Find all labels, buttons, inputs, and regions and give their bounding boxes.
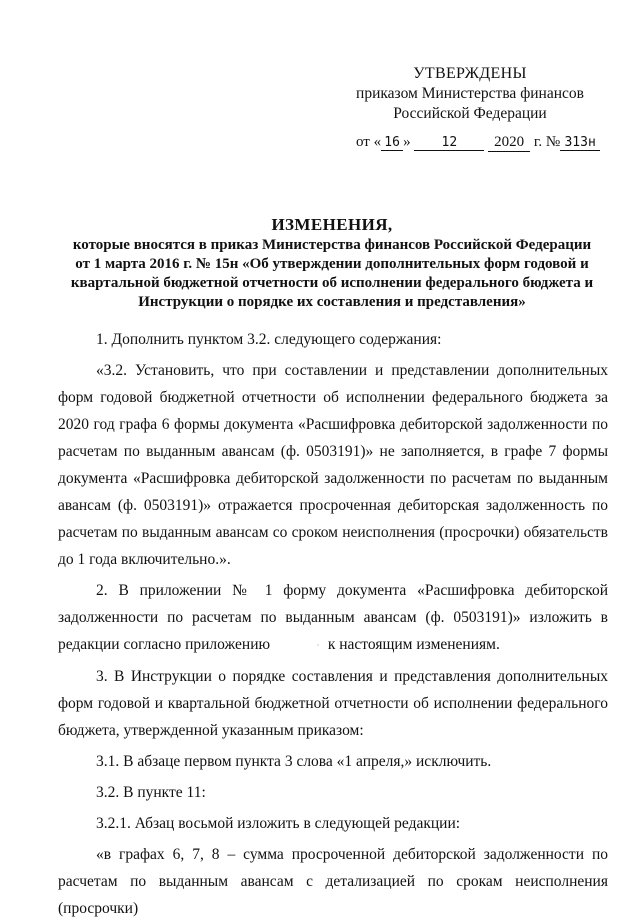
title-line-4: Инструкции о порядке их составления и представления»	[138, 294, 526, 310]
order-year-suffix: г. №	[533, 134, 561, 150]
order-number: 313н	[560, 135, 600, 151]
title-line-1: которые вносятся в приказ Министерства финансов Российской Федерации	[72, 237, 592, 253]
paragraph-4: 3. В Инструкции о порядке составления и представления дополнительных форм годовой и квартальной бюджетной отчетности об исполнении федерального бюджета, утвержденной указанным приказом:	[58, 667, 608, 739]
order-month: 12	[414, 135, 484, 151]
approval-line-1: приказом Министерства финансов	[356, 85, 584, 102]
order-quote-close: »	[403, 134, 411, 150]
order-year: 2020	[488, 134, 530, 152]
approval-heading: УТВЕРЖДЕНЫ	[413, 65, 527, 82]
order-from-label: от «	[356, 134, 382, 150]
document-title	[40, 214, 624, 312]
document-body	[58, 326, 608, 922]
paragraph-2: «3.2. Установить, что при составлении и представлении дополнительных форм годовой бюджетной отчетности об исполнении федерального бюджета за 2020 год графа 6 формы документа «Расшифровка дебиторской задолженности по расчетам по выданным авансам (ф. 0503191)» не заполняется, в графе 7 формы документа «Расшифровка дебиторской задолженности по расчетам по выданным авансам (ф. 0503191)» отражается просроченная дебиторская задолженность по расчетам по выданным авансам со сроком неисполнения (просрочки) обязательств до 1 года включительно.».	[58, 362, 608, 568]
title-line-3: квартальной бюджетной отчетности об исполнении федерального бюджета и	[70, 275, 594, 291]
order-date-number	[356, 134, 600, 152]
paragraph-3-start: 2. В приложении № 1 форму документа «Расшифровка дебиторской задолженности по расчетам по выданным авансам (ф. 0503191)» изложить в редакции согласно приложению	[58, 582, 608, 653]
paragraph-5: 3.1. В абзаце первом пункта 3 слова «1 апреля,» исключить.	[96, 752, 492, 770]
paragraph-1: 1. Дополнить пунктом 3.2. следующего содержания:	[96, 331, 442, 348]
blank-mark-icon: ·	[316, 640, 320, 650]
title-line-2: от 1 марта 2016 г. № 15н «Об утверждении дополнительных форм годовой и	[75, 256, 589, 272]
title-main: ИЗМЕНЕНИЯ,	[271, 215, 393, 234]
order-day: 16	[381, 135, 403, 151]
appendix-number-blank	[274, 631, 324, 659]
paragraph-3	[58, 577, 608, 659]
paragraph-6: 3.2. В пункте 11:	[96, 783, 206, 801]
paragraph-3-end: к настоящим изменениям.	[327, 636, 500, 653]
paragraph-7: 3.2.1. Абзац восьмой изложить в следующей редакции:	[96, 814, 461, 832]
approval-stamp	[340, 64, 600, 124]
paragraph-8: «в графах 6, 7, 8 – сумма просроченной дебиторской задолженности по расчетам по выданным авансам с детализацией по срокам неисполнения (просрочки)	[58, 845, 608, 917]
approval-line-2: Российской Федерации	[393, 105, 547, 122]
